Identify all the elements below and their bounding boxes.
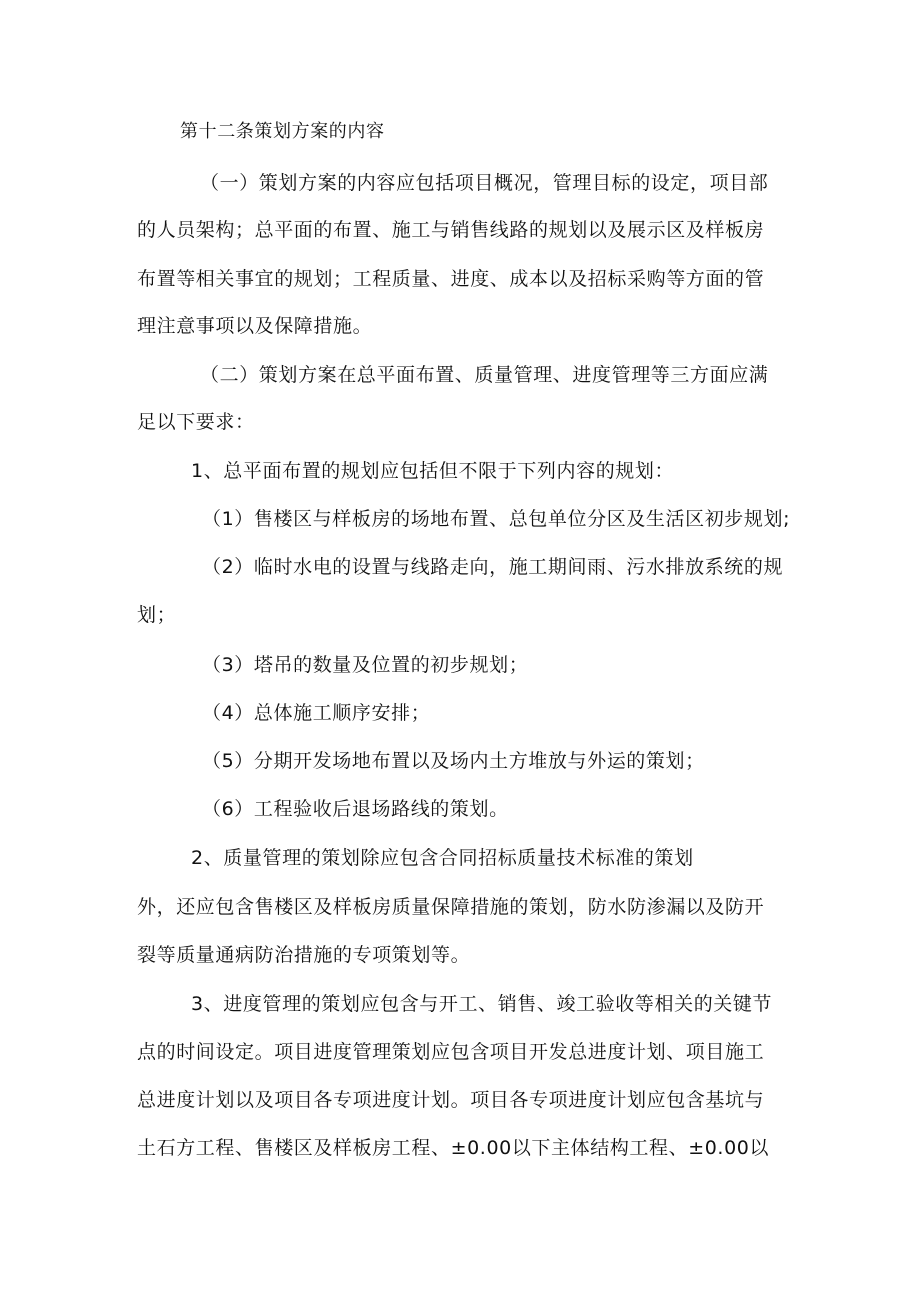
item-3-line-4: 土石方工程、售楼区及样板房工程、±0.00以下主体结构工程、±0.00以 xyxy=(137,1137,770,1159)
item-3-line-2: 点的时间设定。项目进度管理策划应包含项目开发总进度计划、项目施工 xyxy=(137,1041,765,1063)
paragraph-1-line-1: （一）策划方案的内容应包括项目概况，管理目标的设定，项目部 xyxy=(200,172,769,194)
item-1-sub-1: （1）售楼区与样板房的场地布置、总包单位分区及生活区初步规划; xyxy=(202,508,791,530)
item-3-line-1: 3、进度管理的策划应包含与开工、销售、竣工验收等相关的关键节 xyxy=(191,993,773,1015)
item-2-line-1: 2、质量管理的策划除应包含合同招标质量技术标准的策划 xyxy=(191,847,694,869)
article-heading: 第十二条策划方案的内容 xyxy=(180,121,385,142)
item-1-sub-3: （3）塔吊的数量及位置的初步规划； xyxy=(202,654,529,676)
item-1-sub-6: （6）工程验收后退场路线的策划。 xyxy=(202,798,509,820)
paragraph-1-line-2: 的人员架构；总平面的布置、施工与销售线路的规划以及展示区及样板房 xyxy=(137,219,765,241)
item-3-line-3: 总进度计划以及项目各专项进度计划。项目各专项进度计划应包含基坑与 xyxy=(137,1089,765,1111)
item-2-line-2: 外，还应包含售楼区及样板房质量保障措施的策划，防水防渗漏以及防开 xyxy=(137,896,765,918)
paragraph-1-line-4: 理注意事项以及保障措施。 xyxy=(137,315,373,337)
paragraph-1-line-3: 布置等相关事宜的规划；工程质量、进度、成本以及招标采购等方面的管 xyxy=(137,268,765,290)
item-1-title: 1、总平面布置的规划应包括但不限于下列内容的规划： xyxy=(191,460,675,482)
item-1-sub-4: （4）总体施工顺序安排； xyxy=(202,702,431,724)
item-2-line-3: 裂等质量通病防治措施的专项策划等。 xyxy=(137,944,471,966)
item-1-sub-2-line-1: （2）临时水电的设置与线路走向，施工期间雨、污水排放系统的规 xyxy=(202,556,784,578)
paragraph-2-line-2: 足以下要求： xyxy=(137,411,255,433)
paragraph-2-line-1: （二）策划方案在总平面布置、质量管理、进度管理等三方面应满 xyxy=(200,364,769,386)
item-1-sub-2-line-2: 划； xyxy=(137,604,177,626)
item-1-sub-5: （5）分期开发场地布置以及场内土方堆放与外运的策划； xyxy=(202,750,705,772)
